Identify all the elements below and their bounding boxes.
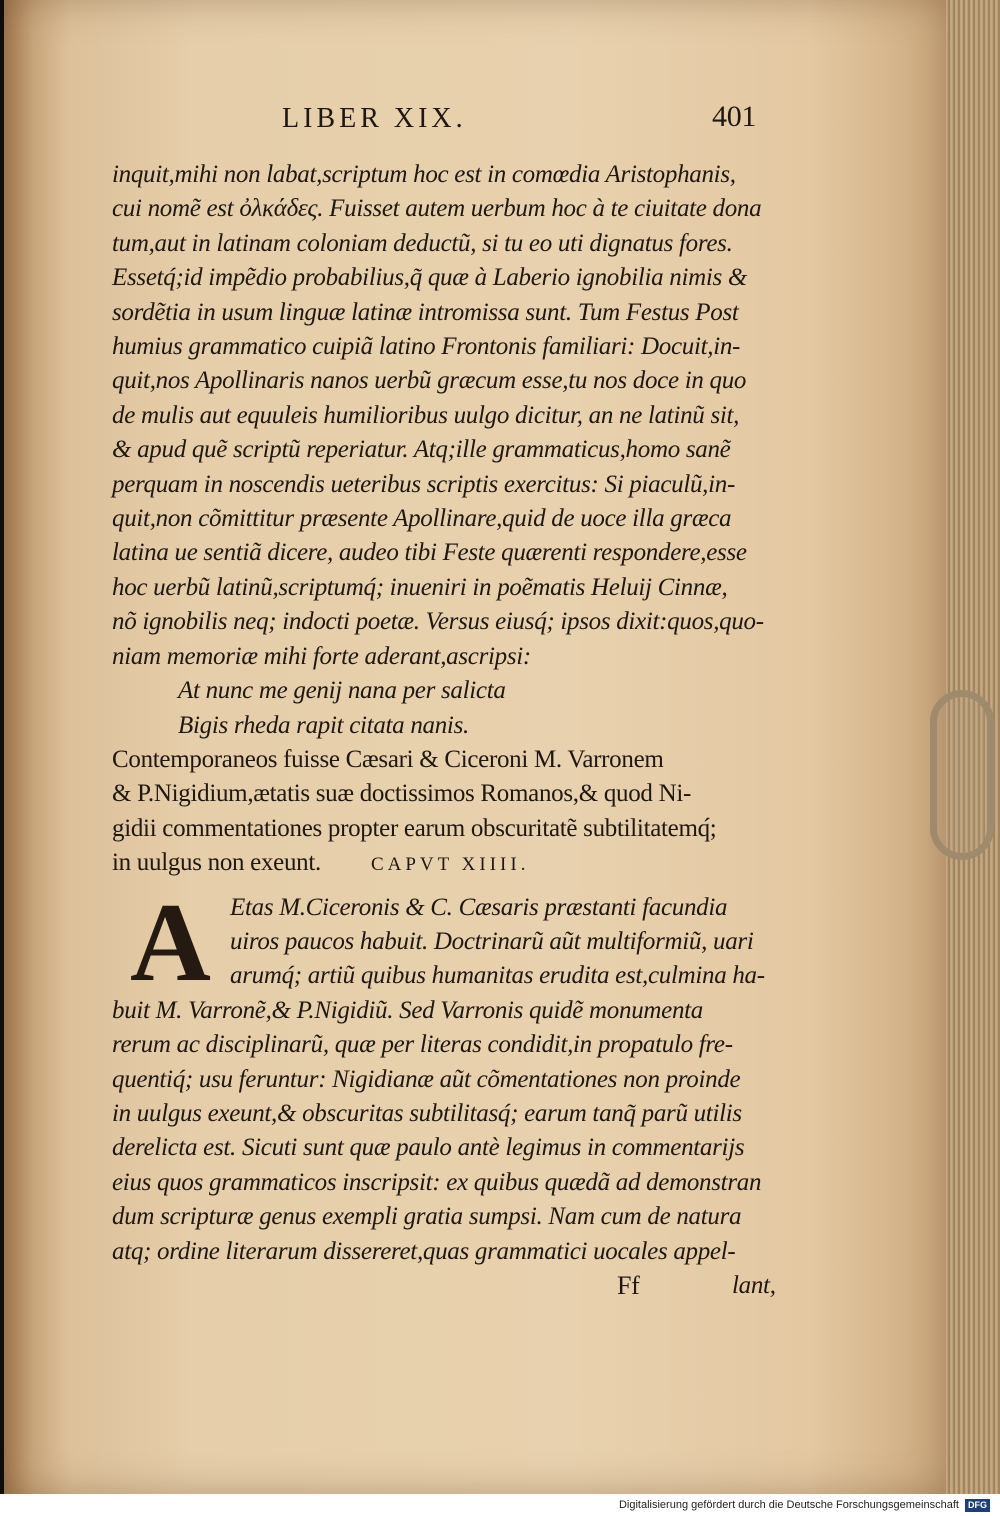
text-line: dum scripturæ genus exempli gratia sumpsi. Nam cum de natura (112, 1203, 742, 1231)
text-line: Etas M.Ciceronis & C. Cæsaris præstanti facundia (230, 893, 728, 921)
text-line: perquam in noscendis ueteribus scriptis exercitus: Si piaculũ,in- (112, 470, 735, 498)
chapter-summary (112, 743, 792, 883)
text-line: arumq́; artiũ quibus humanitas erudita est,culmina ha- (230, 962, 765, 990)
summary-line: gidii commentationes propter earum obscuritatẽ subtilitatemq́; (112, 814, 717, 842)
page-number: 401 (712, 100, 757, 133)
text-line: uiros paucos habuit. Doctrinarũ aũt multiformiũ, uari (230, 927, 754, 955)
text-line: rerum ac disciplinarũ, quæ per literas condidit,in propatulo fre- (112, 1031, 733, 1059)
catchword: lant, (732, 1272, 776, 1299)
text-line: hoc uerbũ latinũ,scriptumq́; inueniri in poẽmatis Heluij Cinnæ, (112, 573, 728, 601)
text-line: buit M. Varronẽ,& P.Nigidiũ. Sed Varronis quidẽ monumenta (112, 996, 703, 1024)
text-line: niam memoriæ mihi forte aderant,ascripsi: (112, 642, 531, 670)
summary-line-end: in uulgus non exeunt. (112, 849, 321, 877)
text-line: cui nomẽ est ὀλκάδες. Fuisset autem uerbum hoc à te ciuitate dona (112, 195, 762, 223)
clasp-ring (930, 690, 994, 860)
summary-line (112, 846, 792, 882)
text-line: tum,aut in latinam coloniam deductũ, si tu eo uti dignatus fores. (112, 229, 733, 257)
text-line: nõ ignobilis neq; indocti poetæ. Versus eiusq́; ipsos dixit:quos,quo- (112, 608, 764, 636)
text-line: derelicta est. Sicuti sunt quæ paulo antè legimus in commentarijs (112, 1134, 745, 1162)
text-line: humius grammatico cuipiã latino Frontonis familiari: Docuit,in- (112, 333, 741, 361)
credit-bar (0, 1494, 1000, 1516)
summary-line: Contemporaneos fuisse Cæsari & Ciceroni M. Varronem (112, 745, 664, 773)
running-title: LIBER XIX. (282, 103, 467, 134)
dfg-logo: DFG (965, 1499, 990, 1512)
chapter-body (112, 880, 792, 1269)
verse-line: Bigis rheda rapit citata nanis. (178, 711, 469, 739)
text-line: inquit,mihi non labat,scriptum hoc est in comœdia Aristophanis, (112, 161, 736, 188)
text-line: atq; ordine literarum dissereret,quas grammatici uocales appel- (112, 1237, 736, 1265)
text-line: quit,non cõmittitur præsente Apollinare,quid de uoce illa græca (112, 505, 732, 533)
text-line: de mulis aut equuleis humilioribus uulgo dicitur, an ne latinũ sit, (112, 401, 740, 429)
text-block (112, 158, 792, 674)
chapter-heading: CAPVT XIIII. (370, 854, 530, 876)
verse-block (112, 674, 792, 743)
text-line: quit,nos Apollinaris nanos uerbũ græcum esse,tu nos doce in quo (112, 367, 747, 395)
text-line: & apud quẽ scriptũ reperiatur. Atq;ille grammaticus,homo sanẽ (112, 436, 731, 464)
text-line: in uulgus exeunt,& obscuritas subtilitasq́; earum tanq̃ parũ utilis (112, 1099, 742, 1127)
decorated-initial: A (130, 880, 211, 1005)
text-line: sordẽtia in usum linguæ latinæ intromissa sunt. Tum Festus Post (112, 298, 739, 326)
text-line: Essetq́;id impẽdio probabilius,q̃ quæ à Laberio ignobilia nimis & (112, 264, 748, 292)
text-line: quentiq́; usu feruntur: Nigidianæ aũt cõmentationes non proinde (112, 1065, 741, 1093)
page-text (112, 100, 792, 1303)
page-footer (112, 1269, 792, 1303)
page-header (112, 100, 792, 158)
signature-mark: Ff (617, 1271, 640, 1300)
credit-text: Digitalisierung gefördert durch die Deutsche Forschungsgemeinschaft (618, 1499, 959, 1511)
summary-line: & P.Nigidium,ætatis suæ doctissimos Romanos,& quod Ni- (112, 780, 691, 808)
verse-line: At nunc me genij nana per salicta (178, 677, 506, 705)
text-line: latina ue sentiã dicere, audeo tibi Feste quærenti respondere,esse (112, 539, 747, 567)
text-line: eius quos grammaticos inscripsit: ex quibus quædã ad demonstran (112, 1168, 762, 1196)
